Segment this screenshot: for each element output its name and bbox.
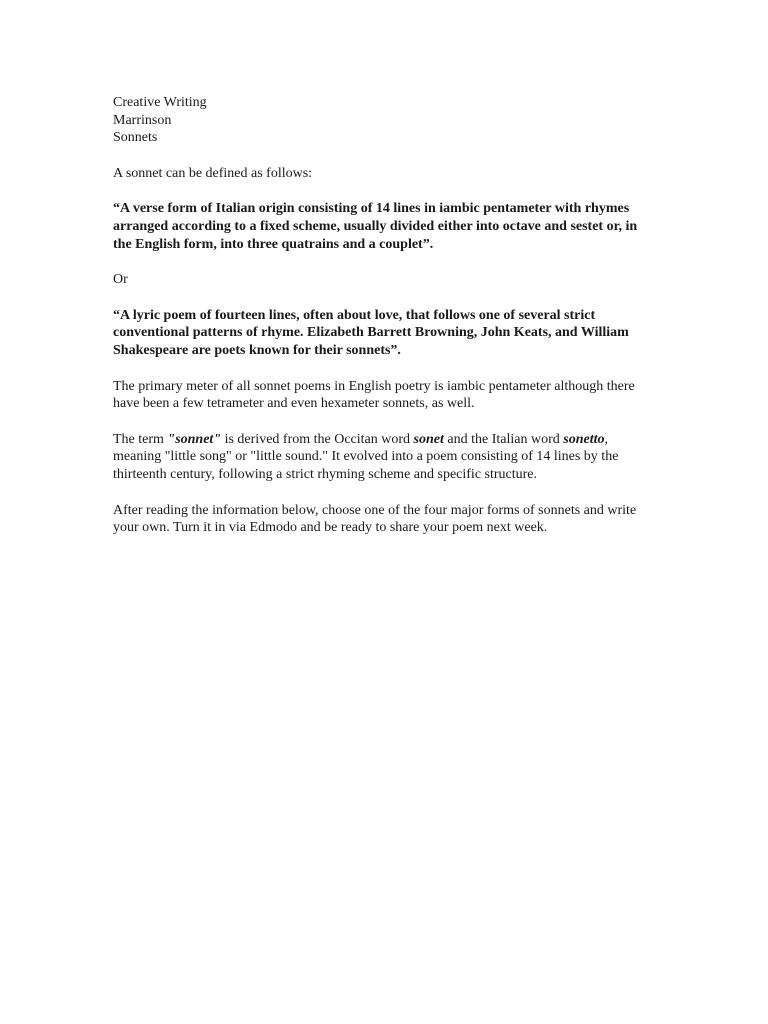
or-separator: Or (113, 272, 128, 288)
etymology-text: is derived from the Occitan word (221, 431, 414, 447)
intro-text: A sonnet can be defined as follows: (113, 165, 313, 181)
teacher-name: Marrinson (113, 112, 172, 128)
word-sonetto: sonetto (563, 431, 605, 447)
document-page (113, 94, 658, 537)
etymology-paragraph (113, 431, 658, 484)
word-sonet: sonet (413, 431, 444, 447)
assignment-paragraph: After reading the information below, choose one of the four major forms of sonnets and write your own. Turn it in via Edmodo and be ready to share your poem next week. (113, 502, 637, 536)
definition-quote-2: “A lyric poem of fourteen lines, often about love, that follows one of several strict conventional patterns of rhyme. Elizabeth Barrett Browning, John Keats, and William Shakespeare are poets known for their sonnets”. (113, 307, 629, 358)
etymology-text: and the Italian word (443, 431, 564, 447)
topic-name: Sonnets (113, 130, 158, 146)
course-name: Creative Writing (113, 95, 207, 110)
meter-paragraph: The primary meter of all sonnet poems in English poetry is iambic pentameter although there have been a few tetrameter and even hexameter sonnets, as well. (113, 378, 635, 412)
etymology-text: , meaning "little song" or "little sound." It evolved into a poem consisting of 14 lines by the thirteenth century, following a strict rhyming scheme and specific structure. (113, 431, 619, 482)
etymology-text: The term (113, 431, 168, 447)
term-sonnet: "sonnet" (167, 431, 222, 447)
document-header (113, 94, 658, 147)
definition-quote-1: “A verse form of Italian origin consisting of 14 lines in iambic pentameter with rhymes arranged according to a fixed scheme, usually divided either into octave and sestet or, in the English form, into three quatrains and a couplet”. (113, 201, 638, 252)
